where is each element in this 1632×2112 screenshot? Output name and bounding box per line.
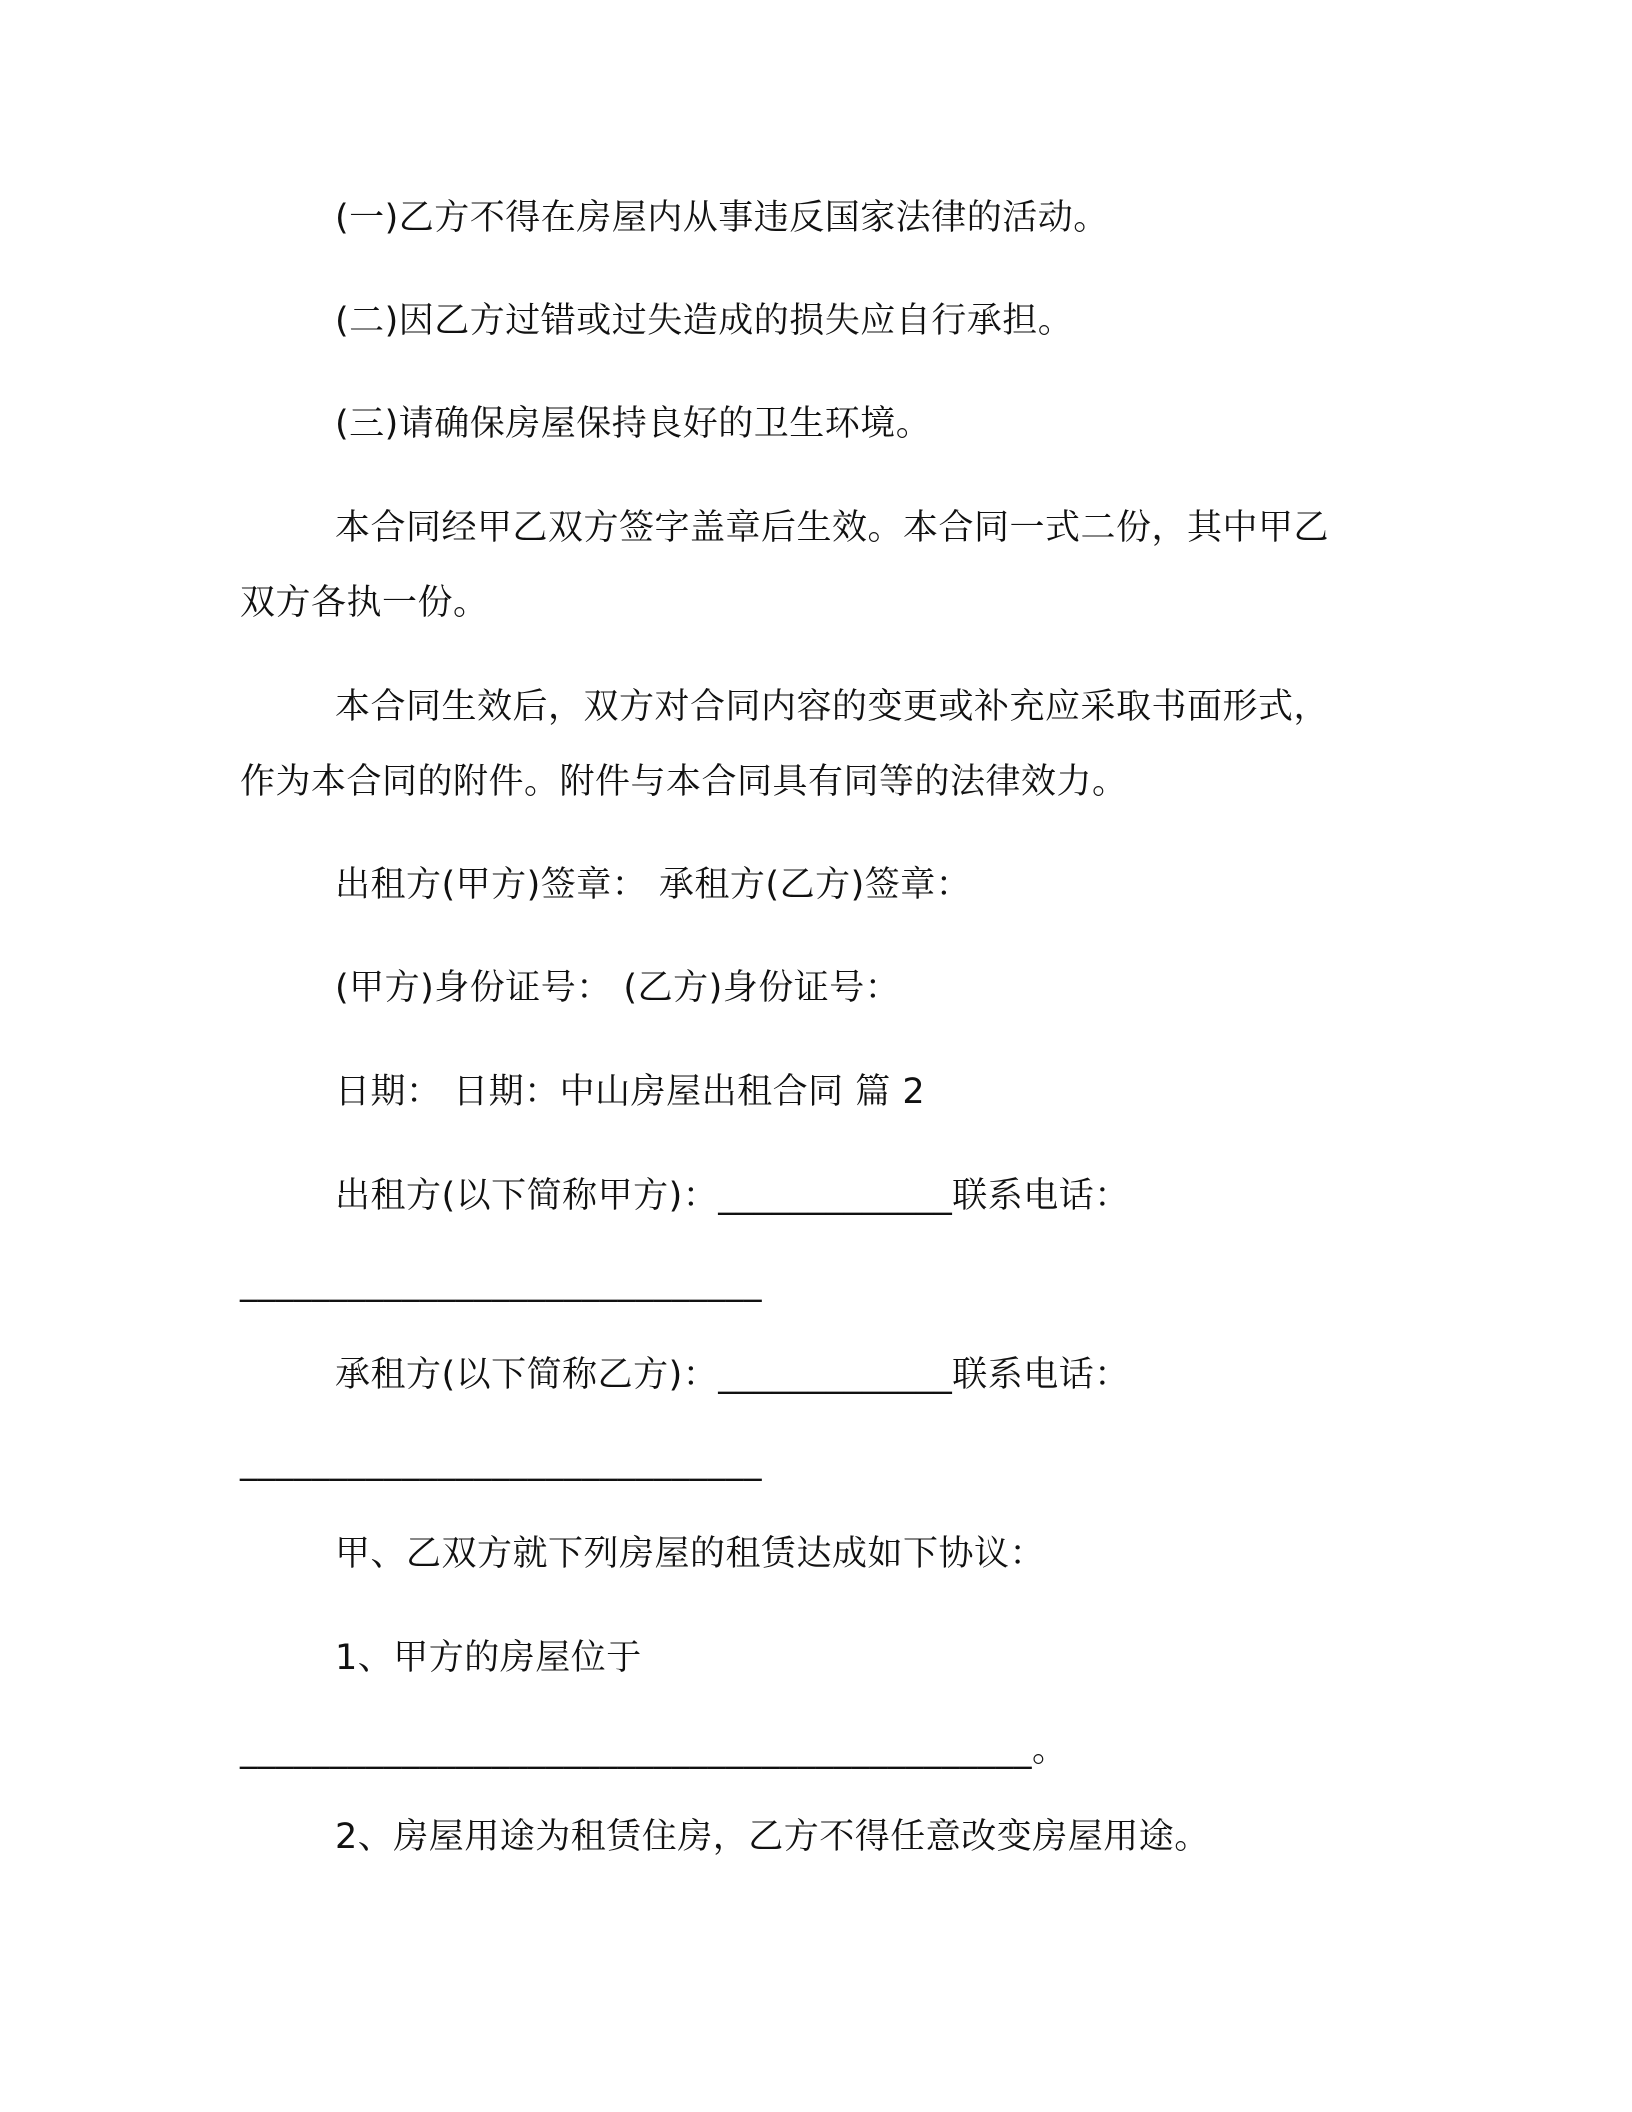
item-1-location: 1、甲方的房屋位于 bbox=[335, 1638, 642, 1678]
clause-3: (三)请确保房屋保持良好的卫生环境。 bbox=[335, 404, 932, 444]
item-1-location-blank: ____________________________________________。 bbox=[240, 1730, 1068, 1770]
clause-2: (二)因乙方过错或过失造成的损失应自行承担。 bbox=[335, 301, 1074, 341]
clause-1: (一)乙方不得在房屋内从事违反国家法律的活动。 bbox=[335, 198, 1109, 238]
agreement-intro: 甲、乙双方就下列房屋的租赁达成如下协议： bbox=[335, 1534, 1046, 1574]
lessor-line: 出租方(以下简称甲方)：_____________联系电话： bbox=[335, 1176, 1130, 1216]
id-number-line: (甲方)身份证号： (乙方)身份证号： bbox=[335, 968, 901, 1008]
amendment-paragraph-line-1: 本合同生效后，双方对合同内容的变更或补充应采取书面形式， bbox=[335, 687, 1330, 727]
item-2-usage: 2、房屋用途为租赁住房，乙方不得任意改变房屋用途。 bbox=[335, 1817, 1210, 1857]
lessor-phone-blank: _____________________________ bbox=[240, 1263, 762, 1303]
date-line: 日期： 日期：中山房屋出租合同 篇 2 bbox=[335, 1072, 926, 1112]
signature-line: 出租方(甲方)签章： 承租方(乙方)签章： bbox=[335, 865, 972, 905]
effectiveness-paragraph-line-1: 本合同经甲乙双方签字盖章后生效。本合同一式二份，其中甲乙 bbox=[335, 508, 1330, 548]
lessee-phone-blank: _____________________________ bbox=[240, 1442, 762, 1482]
amendment-paragraph-line-2: 作为本合同的附件。附件与本合同具有同等的法律效力。 bbox=[240, 762, 1128, 802]
effectiveness-paragraph-line-2: 双方各执一份。 bbox=[240, 583, 489, 623]
lessee-line: 承租方(以下简称乙方)：_____________联系电话： bbox=[335, 1355, 1130, 1395]
